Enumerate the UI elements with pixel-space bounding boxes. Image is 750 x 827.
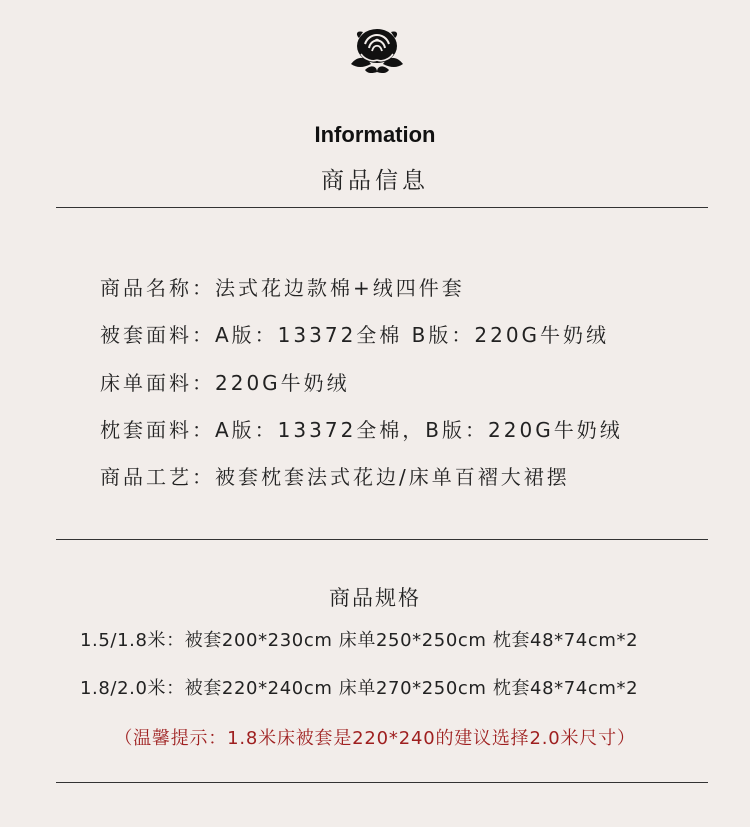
info-value: 220G牛奶绒 [215, 371, 350, 395]
info-label: 被套面料： [100, 323, 215, 347]
info-row-pillowcase-fabric [100, 414, 623, 443]
info-value: 法式花边款棉+绒四件套 [215, 276, 465, 300]
spec-row: 1.5/1.8米：被套200*230cm 床单250*250cm 枕套48*74cm*2 [80, 630, 639, 651]
divider-middle [56, 539, 708, 540]
size-tip: （温馨提示：1.8米床被套是220*240的建议选择2.0米尺寸） [114, 728, 636, 749]
spec-title: 商品规格 [329, 586, 421, 610]
info-row-sheet-fabric [100, 367, 350, 396]
info-value: 被套枕套法式花边/床单百褶大裙摆 [215, 465, 570, 489]
rose-icon [345, 24, 409, 76]
info-value: A版：13372全棉，B版：220G牛奶绒 [215, 418, 623, 442]
divider-top [56, 207, 708, 208]
info-row-duvet-fabric [100, 319, 609, 348]
spec-row: 1.8/2.0米：被套220*240cm 床单270*250cm 枕套48*74cm*2 [80, 678, 639, 699]
divider-bottom [56, 782, 708, 783]
info-row-product-name [100, 272, 465, 301]
info-label: 枕套面料： [100, 418, 215, 442]
title-english: Information [314, 122, 436, 147]
info-label: 商品工艺： [100, 465, 215, 489]
info-row-craft [100, 461, 570, 490]
info-value: A版：13372全棉 B版：220G牛奶绒 [215, 323, 610, 347]
title-chinese: 商品信息 [321, 168, 429, 194]
info-label: 床单面料： [100, 371, 215, 395]
info-label: 商品名称： [100, 276, 215, 300]
